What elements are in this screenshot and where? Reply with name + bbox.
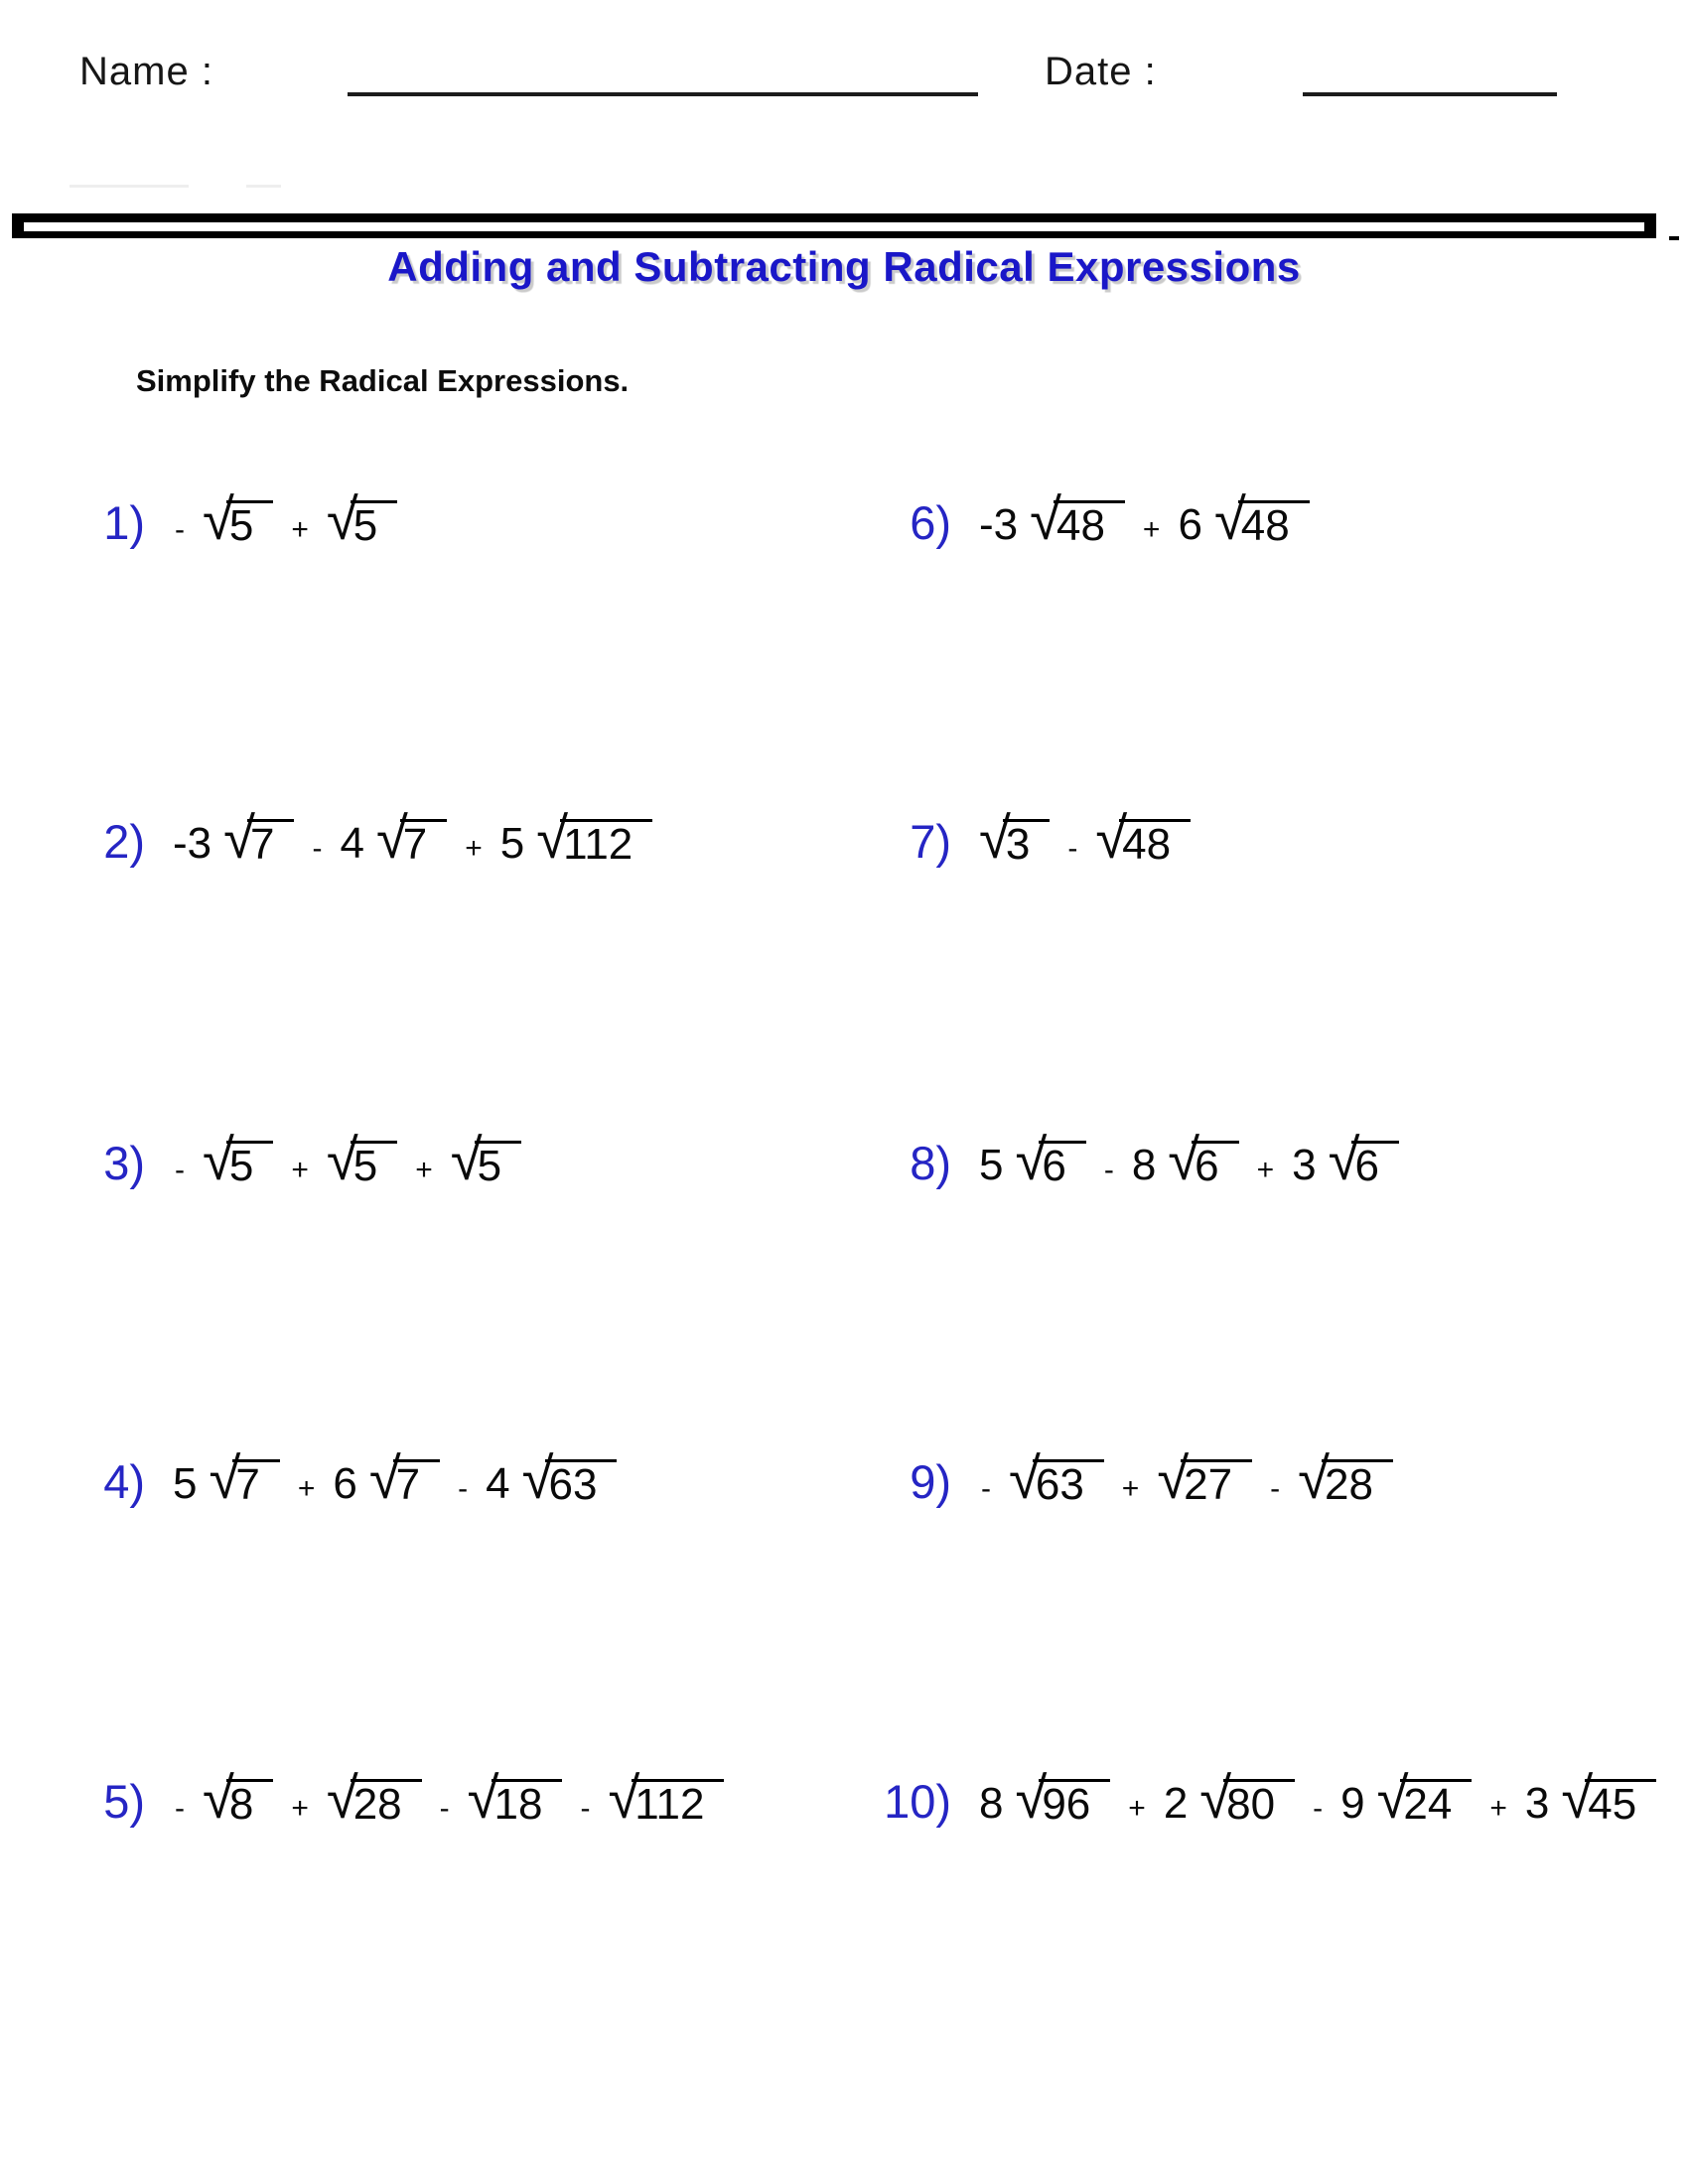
- radicand: 63: [545, 1459, 617, 1511]
- radical: [608, 1766, 724, 1831]
- problem-number: 3): [103, 1137, 145, 1189]
- term-operator: -: [580, 1792, 591, 1825]
- radical: [326, 1128, 397, 1192]
- term-operator: -: [1067, 832, 1078, 865]
- radical: [326, 1766, 422, 1831]
- radicand: 96: [1039, 1779, 1110, 1831]
- sqrt-icon: √: [203, 487, 234, 552]
- radical: [1213, 487, 1310, 552]
- problem-row: [864, 487, 1310, 552]
- radical: [1009, 1446, 1104, 1511]
- problem-row: [864, 806, 1191, 871]
- radicand: 24: [1400, 1779, 1472, 1831]
- sqrt-icon: √: [1095, 806, 1128, 871]
- problem-number: 6): [910, 496, 951, 549]
- radicand: 18: [492, 1779, 563, 1831]
- sqrt-icon: √: [209, 1446, 241, 1511]
- term-operator: -: [1270, 1472, 1281, 1505]
- expression: [173, 1766, 724, 1831]
- radical: [223, 806, 294, 871]
- term-operator: -: [439, 1792, 450, 1825]
- radicand: 27: [1181, 1459, 1252, 1511]
- term-operator: +: [415, 1154, 433, 1186]
- sqrt-icon: √: [979, 806, 1011, 871]
- term-operator: +: [1256, 1154, 1275, 1186]
- name-label: Name :: [79, 50, 213, 93]
- radical: [521, 1446, 618, 1511]
- sqrt-icon: √: [1015, 1766, 1048, 1831]
- term-operator: -: [312, 832, 323, 865]
- radicand: 6: [1351, 1141, 1398, 1192]
- expression: [979, 1128, 1399, 1192]
- sqrt-icon: √: [375, 806, 408, 871]
- term-operator: +: [1142, 513, 1161, 546]
- sqrt-icon: √: [203, 1128, 234, 1192]
- expression: [173, 1128, 521, 1192]
- radical: [536, 806, 652, 871]
- instruction-text: Simplify the Radical Expressions.: [136, 363, 630, 398]
- sqrt-icon: √: [521, 1446, 554, 1511]
- problem-number: 4): [103, 1455, 145, 1508]
- radical: [1157, 1446, 1252, 1511]
- sqrt-icon: √: [326, 1128, 358, 1192]
- problem-row: [58, 806, 652, 871]
- radicand: 112: [632, 1779, 724, 1831]
- problem-row: [864, 1128, 1399, 1192]
- problem-row: [864, 1766, 1656, 1831]
- problem-row: [58, 1766, 724, 1831]
- problem-number: 2): [103, 815, 145, 868]
- sqrt-icon: √: [326, 1766, 358, 1831]
- radical: [203, 1128, 273, 1192]
- problem-number: 8): [910, 1137, 951, 1189]
- term-operator: -: [175, 513, 185, 546]
- sqrt-icon: √: [536, 806, 569, 871]
- sqrt-icon: √: [1168, 1128, 1200, 1192]
- term-coefficient: 4: [340, 819, 364, 868]
- term-coefficient: -3: [979, 500, 1019, 549]
- sqrt-icon: √: [1015, 1128, 1048, 1192]
- expression: [173, 487, 397, 552]
- divider-end-dot: [1669, 236, 1679, 240]
- radicand: 8: [226, 1779, 273, 1831]
- problem-number: 10): [884, 1775, 951, 1828]
- date-blank-line: [1303, 92, 1557, 96]
- term-coefficient: 5: [173, 1459, 198, 1508]
- term-coefficient: 6: [333, 1459, 357, 1508]
- sqrt-icon: √: [223, 806, 255, 871]
- radicand: 7: [247, 819, 294, 871]
- radical: [450, 1128, 521, 1192]
- radicand: 28: [1322, 1459, 1393, 1511]
- radicand: 5: [351, 1141, 397, 1192]
- expression: [979, 806, 1191, 871]
- date-label: Date :: [1045, 50, 1157, 93]
- radical: [1030, 487, 1125, 552]
- expression: [979, 1446, 1393, 1511]
- radical: [326, 487, 397, 552]
- term-operator: +: [1489, 1792, 1507, 1825]
- print-artifact: [246, 171, 281, 188]
- problem-number: 7): [910, 815, 951, 868]
- radicand: 3: [1003, 819, 1050, 871]
- sqrt-icon: √: [326, 487, 358, 552]
- problem-number: 5): [103, 1775, 145, 1828]
- radical: [375, 806, 447, 871]
- print-artifact: [70, 171, 189, 188]
- term-coefficient: 3: [1292, 1141, 1317, 1189]
- sqrt-icon: √: [1376, 1766, 1409, 1831]
- sqrt-icon: √: [450, 1128, 483, 1192]
- radical: [1376, 1766, 1473, 1831]
- radicand: 28: [351, 1779, 422, 1831]
- term-operator: +: [291, 1154, 309, 1186]
- term-coefficient: 3: [1524, 1779, 1550, 1828]
- term-coefficient: 4: [486, 1459, 510, 1508]
- radicand: 7: [393, 1459, 440, 1511]
- term-operator: -: [1103, 1154, 1114, 1186]
- term-coefficient: 2: [1163, 1779, 1189, 1828]
- problem-number: 9): [910, 1455, 951, 1508]
- radicand: 5: [475, 1141, 521, 1192]
- expression: [979, 1766, 1656, 1831]
- term-coefficient: 8: [1131, 1141, 1157, 1189]
- sqrt-icon: √: [1009, 1446, 1041, 1511]
- sqrt-icon: √: [1199, 1766, 1232, 1831]
- term-operator: -: [458, 1472, 469, 1505]
- radical: [368, 1446, 440, 1511]
- sqrt-icon: √: [1328, 1128, 1360, 1192]
- term-operator: -: [175, 1154, 185, 1186]
- radical: [203, 1766, 273, 1831]
- sqrt-icon: √: [1157, 1446, 1190, 1511]
- problem-row: [864, 1446, 1393, 1511]
- term-coefficient: 8: [979, 1779, 1004, 1828]
- radical: [1015, 1766, 1110, 1831]
- header-divider-rule: [12, 213, 1656, 238]
- sqrt-icon: √: [1298, 1446, 1330, 1511]
- sqrt-icon: √: [608, 1766, 640, 1831]
- radicand: 48: [1054, 500, 1125, 552]
- term-operator: -: [981, 1472, 991, 1505]
- sqrt-icon: √: [368, 1446, 401, 1511]
- sqrt-icon: √: [1561, 1766, 1594, 1831]
- problem-row: [58, 1128, 521, 1192]
- radicand: 5: [226, 500, 273, 552]
- term-coefficient: 5: [979, 1141, 1004, 1189]
- radical: [1095, 806, 1191, 871]
- radical: [467, 1766, 563, 1831]
- sqrt-icon: √: [1213, 487, 1246, 552]
- term-coefficient: -3: [173, 819, 212, 868]
- term-operator: +: [291, 1792, 309, 1825]
- radicand: 112: [560, 819, 652, 871]
- radical: [1015, 1128, 1085, 1192]
- radical: [1298, 1446, 1393, 1511]
- term-operator: +: [1121, 1472, 1140, 1505]
- radical: [1199, 1766, 1295, 1831]
- radicand: 45: [1585, 1779, 1656, 1831]
- radicand: 63: [1033, 1459, 1104, 1511]
- expression: [173, 806, 652, 871]
- term-operator: -: [1313, 1792, 1324, 1825]
- radicand: 6: [1192, 1141, 1238, 1192]
- term-operator: +: [1128, 1792, 1146, 1825]
- radical: [1168, 1128, 1238, 1192]
- radical: [203, 487, 273, 552]
- term-operator: -: [175, 1792, 185, 1825]
- radicand: 6: [1039, 1141, 1085, 1192]
- term-operator: +: [297, 1472, 316, 1505]
- radicand: 5: [226, 1141, 273, 1192]
- problem-row: [58, 487, 397, 552]
- sqrt-icon: √: [467, 1766, 499, 1831]
- term-coefficient: 5: [499, 819, 525, 868]
- radicand: 5: [351, 500, 397, 552]
- term-coefficient: 9: [1340, 1779, 1365, 1828]
- radicand: 7: [400, 819, 447, 871]
- expression: [979, 487, 1310, 552]
- page-title: Adding and Subtracting Radical Expressions: [387, 243, 1301, 290]
- name-blank-line: [348, 92, 978, 96]
- expression: [173, 1446, 617, 1511]
- term-operator: +: [465, 832, 483, 865]
- radicand: 48: [1238, 500, 1310, 552]
- term-coefficient: 6: [1178, 500, 1202, 549]
- radical: [209, 1446, 279, 1511]
- radical: [1561, 1766, 1656, 1831]
- problem-number: 1): [103, 496, 145, 549]
- radicand: 48: [1119, 819, 1191, 871]
- radicand: 7: [232, 1459, 279, 1511]
- sqrt-icon: √: [1030, 487, 1061, 552]
- problem-row: [58, 1446, 617, 1511]
- radical: [979, 806, 1050, 871]
- sqrt-icon: √: [203, 1766, 234, 1831]
- term-operator: +: [291, 513, 309, 546]
- radicand: 80: [1223, 1779, 1295, 1831]
- radical: [1328, 1128, 1399, 1192]
